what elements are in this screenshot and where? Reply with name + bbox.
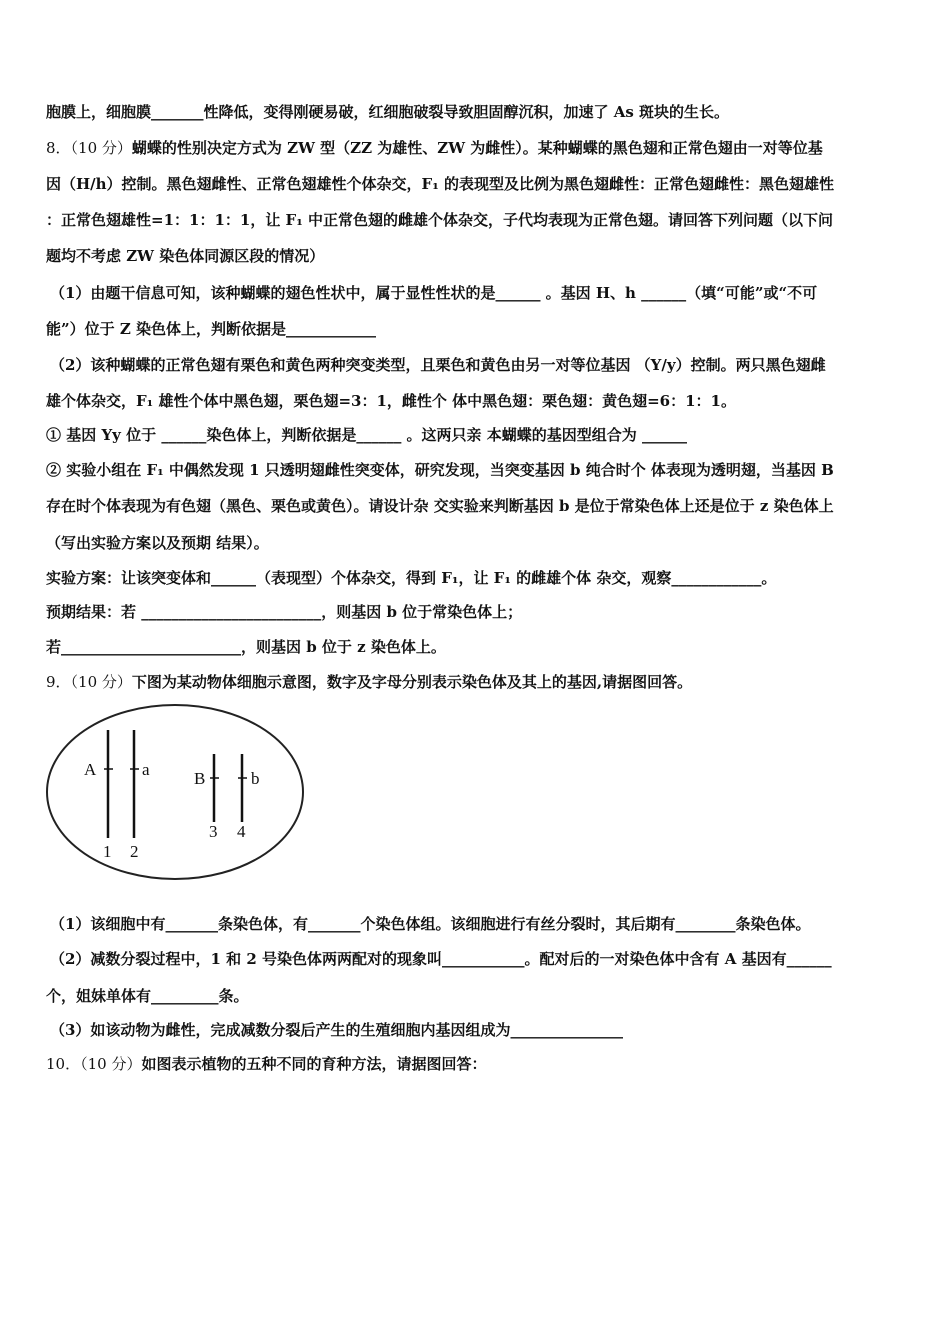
question-8-part-1b: 能”）位于 Z 染色体上，判断依据是____________	[46, 320, 377, 338]
question-9-part-3: （3）如该动物为雌性，完成减数分裂后产生的生殖细胞内基因组成为_______________	[50, 1021, 623, 1039]
gene-a-label: a	[142, 760, 150, 779]
question-8-part-2e: 存在时个体表现为有色翅（黑色、栗色或黄色）。请设计杂 交实验来判断基因 b 是位于常染色体上还是位于 z 染色体上	[46, 497, 834, 515]
question-9-part-2a: （2）减数分裂过程中，1 和 2 号染色体两两配对的现象叫___________。配对后的一对染色体中含有 A 基因有______	[50, 950, 832, 968]
question-8-part-2g: 实验方案：让该突变体和______（表现型）个体杂交，得到 F₁，让 F₁ 的雌雄个体 杂交，观察____________。	[46, 569, 777, 587]
cell-outline	[47, 705, 303, 879]
cell-diagram-svg	[44, 702, 306, 882]
gene-B-label: B	[194, 769, 206, 788]
question-8-part-2h: 预期结果：若 ________________________，则基因 b 位于常染色体上；	[46, 603, 523, 621]
question-8-line-2: 因（H/h）控制。黑色翅雌性、正常色翅雄性个体杂交，F₁ 的表现型及比例为黑色翅雌性：正常色翅雌性：黑色翅雄性	[46, 175, 835, 193]
question-8-part-2b: 雄个体杂交，F₁ 雄性个体中黑色翅，栗色翅=3：1，雌性个 体中黑色翅：栗色翅：黄色翅=6：1：1。	[46, 392, 736, 410]
text-line: 胞膜上，细胞膜_______性降低，变得刚硬易破，红细胞破裂导致胆固醇沉积，加速了 As 斑块的生长。	[46, 103, 730, 121]
question-8-part-2f: （写出实验方案以及预期 结果）。	[46, 534, 269, 552]
gene-A-label: A	[84, 760, 97, 779]
question-8-part-2d: ② 实验小组在 F₁ 中偶然发现 1 只透明翅雌性突变体，研究发现，当突变基因 b 纯合时个 体表现为透明翅，当基因 B	[46, 461, 834, 479]
chromosome-2-label: 2	[130, 842, 139, 861]
chromosome-3-label: 3	[209, 822, 218, 841]
question-9-text: 下图为某动物体细胞示意图，数字及字母分别表示染色体及其上的基因,请据图回答。	[131, 673, 693, 691]
chromosome-1-label: 1	[103, 842, 112, 861]
cell-diagram	[44, 702, 306, 886]
question-8-part-2c: ① 基因 Yy 位于 ______染色体上，判断依据是______ 。这两只亲 本蝴蝶的基因型组合为 ______	[46, 426, 687, 444]
question-10-line-1	[46, 1053, 908, 1075]
question-8-number: 8．（10 分）	[46, 139, 132, 157]
question-9-number: 9．（10 分）	[46, 673, 132, 691]
question-9-line-1	[46, 671, 908, 693]
question-8-line-4: 题均不考虑 ZW 染色体同源区段的情况）	[46, 247, 325, 265]
question-9-part-2b: 个，姐妹单体有_________条。	[46, 987, 249, 1005]
question-8-part-2a: （2）该种蝴蝶的正常色翅有栗色和黄色两种突变类型，且栗色和黄色由另一对等位基因 （Y/y）控制。两只黑色翅雌	[50, 356, 826, 374]
question-8-part-2i: 若________________________，则基因 b 位于 z 染色体上。	[46, 638, 446, 656]
question-9-part-1: （1）该细胞中有_______条染色体，有_______个染色体组。该细胞进行有丝分裂时，其后期有________条染色体。	[50, 915, 811, 933]
question-8-line-3: ：正常色翅雄性=1：1：1：1，让 F₁ 中正常色翅的雌雄个体杂交，子代均表现为正常色翅。请回答下列问题（以下问	[46, 211, 833, 229]
question-8-text: 蝴蝶的性别决定方式为 ZW 型（ZZ 为雄性、ZW 为雌性）。某种蝴蝶的黑色翅和正常色翅由一对等位基	[131, 139, 823, 157]
question-10-text: 如图表示植物的五种不同的育种方法，请据图回答：	[141, 1055, 487, 1073]
question-10-number: 10．（10 分）	[46, 1055, 142, 1073]
chromosome-4-label: 4	[237, 822, 246, 841]
gene-b-label: b	[251, 769, 260, 788]
question-8-line-1	[46, 137, 908, 159]
question-8-part-1a: （1）由题干信息可知，该种蝴蝶的翅色性状中，属于显性性状的是______ 。基因 H、h ______（填“可能”或“不可	[50, 284, 818, 302]
